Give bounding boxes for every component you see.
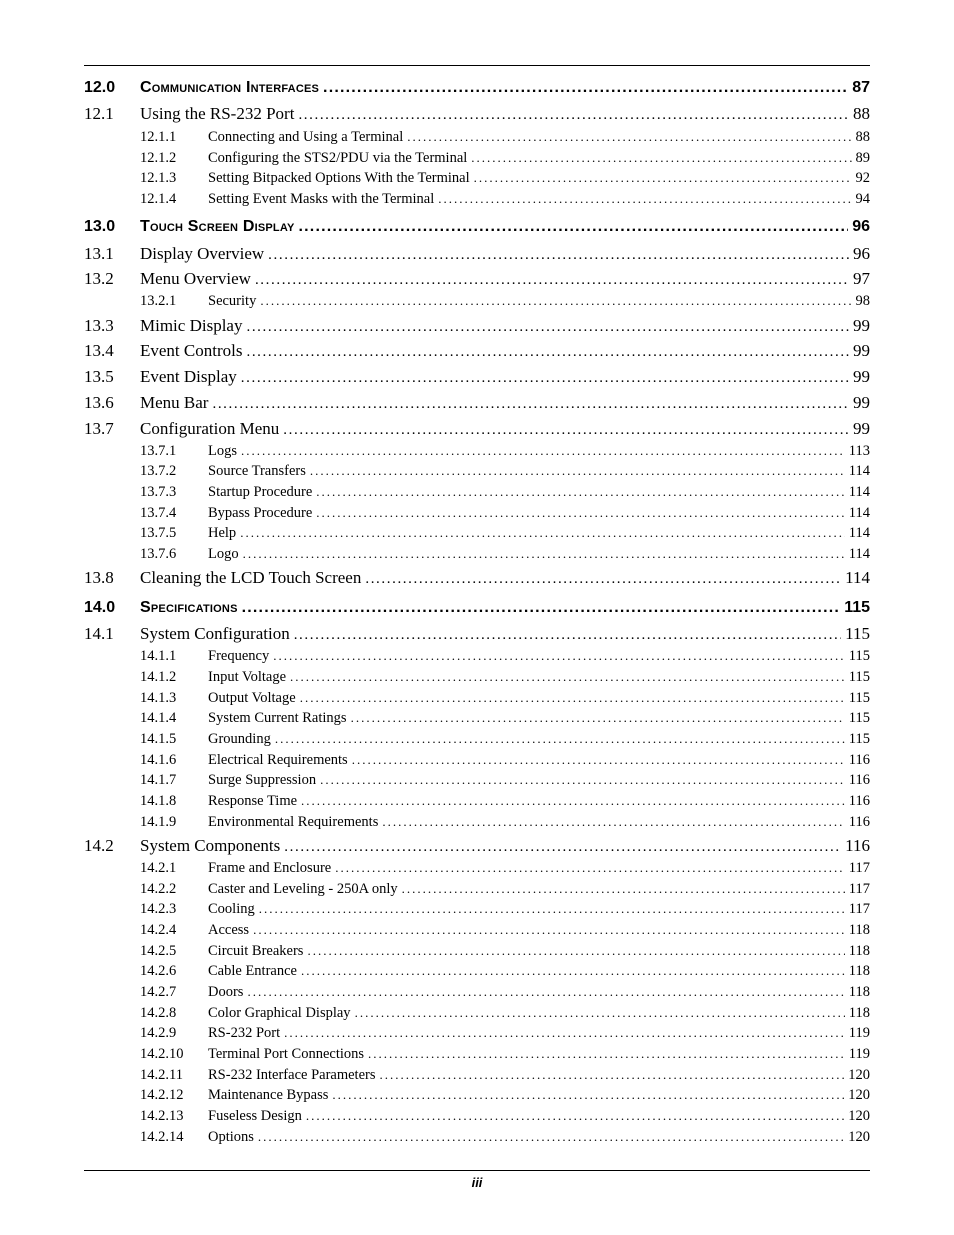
- toc-page-number: 115: [848, 690, 870, 706]
- toc-number: 14.2.3: [140, 901, 177, 917]
- toc-number: 13.2: [84, 269, 114, 288]
- toc-number: 13.8: [84, 568, 114, 587]
- toc-number: 14.1.6: [140, 752, 177, 768]
- toc-leader-dots: [355, 1005, 845, 1021]
- toc-subsection[interactable]: [140, 170, 870, 187]
- toc-subsection[interactable]: [140, 1046, 870, 1063]
- toc-page-number: 115: [848, 710, 870, 726]
- toc-page-number: 115: [845, 624, 870, 643]
- toc-page-number: 116: [845, 836, 870, 855]
- toc-subsection[interactable]: [140, 710, 870, 727]
- toc-number: 14.2.8: [140, 1005, 177, 1021]
- toc-title: Bypass Procedure: [208, 505, 313, 521]
- toc-leader-dots: [471, 150, 851, 166]
- toc-number: 13.5: [84, 367, 114, 386]
- footer-rule: [84, 1170, 870, 1171]
- toc-leader-dots: [301, 963, 845, 979]
- toc-number: 14.0: [84, 599, 116, 616]
- toc-number: 14.2.6: [140, 963, 177, 979]
- toc-title: Event Display: [140, 367, 237, 386]
- toc-leader-dots: [259, 901, 845, 917]
- toc-title: Cooling: [208, 901, 255, 917]
- toc-title: Help: [208, 525, 237, 541]
- toc-subsection[interactable]: [140, 293, 870, 310]
- toc-number: 14.2.5: [140, 943, 177, 959]
- toc-number: 12.1.2: [140, 150, 177, 166]
- toc-chapter[interactable]: [84, 79, 870, 97]
- toc-page-number: 114: [848, 484, 870, 500]
- toc-title: Cleaning the LCD Touch Screen: [140, 568, 362, 587]
- toc-page-number: 99: [853, 393, 870, 412]
- toc-number: 12.0: [84, 79, 116, 96]
- toc-number: 13.0: [84, 218, 116, 235]
- toc-number: 14.2.14: [140, 1129, 184, 1145]
- toc-page-number: 120: [848, 1067, 870, 1083]
- toc-leader-dots: [402, 881, 845, 897]
- toc-title: Event Controls: [140, 341, 243, 360]
- toc-leader-dots: [299, 218, 849, 236]
- toc-title: Startup Procedure: [208, 484, 313, 500]
- toc-page-number: 116: [848, 752, 870, 768]
- toc-leader-dots: [255, 272, 849, 289]
- toc-page-number: 119: [848, 1046, 870, 1062]
- toc-title: Configuring the STS2/PDU via the Terminal: [208, 150, 468, 166]
- toc-section[interactable]: [84, 393, 870, 413]
- toc-subsection[interactable]: [140, 772, 870, 789]
- toc-page-number: 89: [855, 150, 870, 166]
- toc-subsection[interactable]: [140, 669, 870, 686]
- toc-leader-dots: [240, 525, 845, 541]
- toc-number: 13.7.2: [140, 463, 177, 479]
- toc-page-number: 99: [853, 419, 870, 438]
- toc-number: 14.2.11: [140, 1067, 183, 1083]
- toc-title: Environmental Requirements: [208, 814, 379, 830]
- toc-leader-dots: [351, 710, 845, 726]
- toc-title: Maintenance Bypass: [208, 1087, 329, 1103]
- toc-title: Mimic Display: [140, 316, 243, 335]
- toc-number: 13.7.4: [140, 505, 177, 521]
- toc-title: RS-232 Port: [208, 1025, 281, 1041]
- toc-number: 13.2.1: [140, 293, 177, 309]
- toc-page-number: 117: [848, 901, 870, 917]
- toc-subsection[interactable]: [140, 150, 870, 167]
- toc-page-number: 94: [855, 191, 870, 207]
- toc-leader-dots: [382, 814, 844, 830]
- toc-leader-dots: [290, 669, 845, 685]
- toc-page-number: 113: [848, 443, 870, 459]
- toc-leader-dots: [243, 546, 845, 562]
- toc-subsection[interactable]: [140, 752, 870, 769]
- toc-subsection[interactable]: [140, 690, 870, 707]
- toc-subsection[interactable]: [140, 443, 870, 460]
- toc-number: 13.7.6: [140, 546, 177, 562]
- toc-page-number: 114: [848, 463, 870, 479]
- toc-subsection[interactable]: [140, 984, 870, 1001]
- toc-leader-dots: [273, 648, 845, 664]
- toc-number: 14.1.5: [140, 731, 177, 747]
- toc-leader-dots: [352, 752, 845, 768]
- toc-leader-dots: [294, 627, 841, 644]
- toc-number: 14.1.1: [140, 648, 177, 664]
- toc-title: Frame and Enclosure: [208, 860, 332, 876]
- toc-leader-dots: [253, 922, 845, 938]
- toc-number: 13.1: [84, 244, 114, 263]
- toc-leader-dots: [310, 463, 845, 479]
- toc-leader-dots: [242, 599, 841, 617]
- toc-subsection[interactable]: [140, 922, 870, 939]
- toc-title: Specifications: [140, 599, 238, 616]
- toc-number: 14.1.7: [140, 772, 177, 788]
- toc-leader-dots: [316, 484, 844, 500]
- toc-subsection[interactable]: [140, 901, 870, 918]
- toc-title: Output Voltage: [208, 690, 296, 706]
- toc-subsection[interactable]: [140, 963, 870, 980]
- toc-page-number: 98: [855, 293, 870, 309]
- toc-title: Display Overview: [140, 244, 265, 263]
- toc-page-number: 92: [855, 170, 870, 186]
- toc-page-number: 118: [848, 963, 870, 979]
- toc-title: Logo: [208, 546, 239, 562]
- toc-chapter[interactable]: [84, 218, 870, 236]
- toc-title: System Components: [140, 836, 281, 855]
- toc-number: 14.2.10: [140, 1046, 184, 1062]
- toc-leader-dots: [268, 247, 849, 264]
- toc-title: Response Time: [208, 793, 298, 809]
- toc-number: 13.7.1: [140, 443, 177, 459]
- toc-title: Source Transfers: [208, 463, 306, 479]
- page-number: iii: [471, 1175, 483, 1190]
- toc-section[interactable]: [84, 104, 870, 124]
- toc-page-number: 116: [848, 814, 870, 830]
- toc-leader-dots: [241, 443, 845, 459]
- toc-number: 14.1: [84, 624, 114, 643]
- toc-leader-dots: [316, 505, 844, 521]
- toc-title: Setting Event Masks with the Terminal: [208, 191, 435, 207]
- toc-title: Logs: [208, 443, 237, 459]
- toc-leader-dots: [365, 571, 841, 588]
- toc-page-number: 118: [848, 984, 870, 1000]
- toc-leader-dots: [275, 731, 845, 747]
- toc-subsection[interactable]: [140, 881, 870, 898]
- toc-subsection[interactable]: [140, 1108, 870, 1125]
- toc-number: 14.2.4: [140, 922, 177, 938]
- toc-subsection[interactable]: [140, 546, 870, 563]
- toc-page-number: 96: [853, 244, 870, 263]
- toc-page-number: 96: [852, 218, 870, 235]
- toc-page-number: 118: [848, 943, 870, 959]
- toc-number: 14.2.9: [140, 1025, 177, 1041]
- toc-page-number: 115: [848, 669, 870, 685]
- toc-page-number: 99: [853, 316, 870, 335]
- toc-number: 13.6: [84, 393, 114, 412]
- toc-leader-dots: [301, 793, 845, 809]
- toc-leader-dots: [306, 1108, 844, 1124]
- toc-title: RS-232 Interface Parameters: [208, 1067, 376, 1083]
- toc-title: Cable Entrance: [208, 963, 297, 979]
- toc-number: 14.1.4: [140, 710, 177, 726]
- toc-subsection[interactable]: [140, 860, 870, 877]
- toc-title: Fuseless Design: [208, 1108, 302, 1124]
- toc-number: 12.1.4: [140, 191, 177, 207]
- toc-section[interactable]: [84, 316, 870, 336]
- toc-subsection[interactable]: [140, 793, 870, 810]
- toc-number: 13.7: [84, 419, 114, 438]
- toc-section[interactable]: [84, 367, 870, 387]
- toc-section[interactable]: [84, 836, 870, 856]
- toc-page-number: 115: [844, 599, 870, 616]
- toc-number: 12.1.1: [140, 129, 177, 145]
- toc-title: Configuration Menu: [140, 419, 280, 438]
- toc-leader-dots: [212, 396, 849, 413]
- toc-section[interactable]: [84, 341, 870, 361]
- toc-title: Surge Suppression: [208, 772, 317, 788]
- toc-number: 13.3: [84, 316, 114, 335]
- toc-leader-dots: [335, 860, 845, 876]
- toc-title: Frequency: [208, 648, 270, 664]
- toc-page-number: 114: [845, 568, 870, 587]
- toc-page-number: 88: [853, 104, 870, 123]
- toc-page-number: 117: [848, 860, 870, 876]
- toc-title: Terminal Port Connections: [208, 1046, 365, 1062]
- toc-number: 14.2.7: [140, 984, 177, 1000]
- toc-subsection[interactable]: [140, 525, 870, 542]
- toc-chapter[interactable]: [84, 599, 870, 617]
- toc-subsection[interactable]: [140, 1025, 870, 1042]
- toc-page-number: 114: [848, 505, 870, 521]
- toc-subsection[interactable]: [140, 129, 870, 146]
- toc-leader-dots: [300, 690, 845, 706]
- toc-section[interactable]: [84, 244, 870, 264]
- toc-number: 14.2.1: [140, 860, 177, 876]
- toc-number: 14.2.13: [140, 1108, 184, 1124]
- toc-leader-dots: [323, 79, 848, 97]
- toc-title: Communication Interfaces: [140, 79, 320, 96]
- toc-number: 14.2: [84, 836, 114, 855]
- toc-leader-dots: [307, 943, 844, 959]
- toc-title: System Current Ratings: [208, 710, 347, 726]
- toc-page-number: 116: [848, 772, 870, 788]
- toc-leader-dots: [241, 370, 849, 387]
- toc-title: System Configuration: [140, 624, 290, 643]
- toc-page-number: 114: [848, 546, 870, 562]
- toc-leader-dots: [332, 1087, 844, 1103]
- toc-leader-dots: [380, 1067, 845, 1083]
- toc-leader-dots: [284, 1025, 845, 1041]
- toc-title: Touch Screen Display: [140, 218, 295, 235]
- toc-leader-dots: [246, 344, 849, 361]
- toc-title: Using the RS-232 Port: [140, 104, 295, 123]
- toc-page-number: 117: [848, 881, 870, 897]
- toc-number: 12.1: [84, 104, 114, 123]
- toc-title: Grounding: [208, 731, 271, 747]
- toc-page-number: 114: [848, 525, 870, 541]
- toc-leader-dots: [258, 1129, 844, 1145]
- toc-subsection[interactable]: [140, 814, 870, 831]
- toc-title: Menu Bar: [140, 393, 209, 412]
- toc-page-number: 88: [855, 129, 870, 145]
- toc-number: 13.7.3: [140, 484, 177, 500]
- toc-number: 14.1.3: [140, 690, 177, 706]
- toc-subsection[interactable]: [140, 1087, 870, 1104]
- toc-leader-dots: [284, 839, 841, 856]
- toc-leader-dots: [474, 170, 852, 186]
- toc-leader-dots: [407, 129, 851, 145]
- toc-title: Circuit Breakers: [208, 943, 304, 959]
- toc-leader-dots: [260, 293, 851, 309]
- toc-subsection[interactable]: [140, 731, 870, 748]
- toc-title: Electrical Requirements: [208, 752, 348, 768]
- toc-number: 13.7.5: [140, 525, 177, 541]
- toc-page-number: 115: [848, 648, 870, 664]
- toc-section[interactable]: [84, 269, 870, 289]
- toc-title: Caster and Leveling - 250A only: [208, 881, 398, 897]
- toc-subsection[interactable]: [140, 484, 870, 501]
- toc-number: 12.1.3: [140, 170, 177, 186]
- toc-subsection[interactable]: [140, 1129, 870, 1146]
- toc-page-number: 120: [848, 1129, 870, 1145]
- toc-leader-dots: [246, 319, 849, 336]
- toc-subsection[interactable]: [140, 648, 870, 665]
- toc-title: Menu Overview: [140, 269, 251, 288]
- toc-number: 14.1.2: [140, 669, 177, 685]
- toc-number: 14.2.12: [140, 1087, 184, 1103]
- toc-page-number: 99: [853, 341, 870, 360]
- toc-leader-dots: [283, 422, 849, 439]
- toc-leader-dots: [298, 107, 849, 124]
- toc-leader-dots: [320, 772, 845, 788]
- toc-subsection[interactable]: [140, 1005, 870, 1022]
- toc-title: Setting Bitpacked Options With the Terminal: [208, 170, 470, 186]
- toc-section[interactable]: [84, 568, 870, 588]
- toc-number: 14.1.9: [140, 814, 177, 830]
- toc-title: Security: [208, 293, 257, 309]
- toc-leader-dots: [247, 984, 844, 1000]
- toc-page-number: 99: [853, 367, 870, 386]
- toc-page-number: 97: [853, 269, 870, 288]
- toc-subsection[interactable]: [140, 191, 870, 208]
- toc-section[interactable]: [84, 624, 870, 644]
- toc-page-number: 116: [848, 793, 870, 809]
- toc-number: 14.2.2: [140, 881, 177, 897]
- toc-title: Doors: [208, 984, 244, 1000]
- toc-page-number: 118: [848, 1005, 870, 1021]
- toc-title: Input Voltage: [208, 669, 287, 685]
- toc-leader-dots: [438, 191, 851, 207]
- toc-page-number: 119: [848, 1025, 870, 1041]
- toc-subsection[interactable]: [140, 943, 870, 960]
- toc-subsection[interactable]: [140, 463, 870, 480]
- toc-page-number: 120: [848, 1108, 870, 1124]
- toc-subsection[interactable]: [140, 505, 870, 522]
- toc-title: Access: [208, 922, 250, 938]
- toc-page-number: 115: [848, 731, 870, 747]
- toc-page-number: 120: [848, 1087, 870, 1103]
- toc-subsection[interactable]: [140, 1067, 870, 1084]
- toc-leader-dots: [368, 1046, 845, 1062]
- toc-number: 13.4: [84, 341, 114, 360]
- toc-section[interactable]: [84, 419, 870, 439]
- toc-page-number: 118: [848, 922, 870, 938]
- toc-title: Color Graphical Display: [208, 1005, 351, 1021]
- toc-title: Connecting and Using a Terminal: [208, 129, 404, 145]
- toc-title: Options: [208, 1129, 254, 1145]
- toc-page-number: 87: [852, 79, 870, 96]
- toc-number: 14.1.8: [140, 793, 177, 809]
